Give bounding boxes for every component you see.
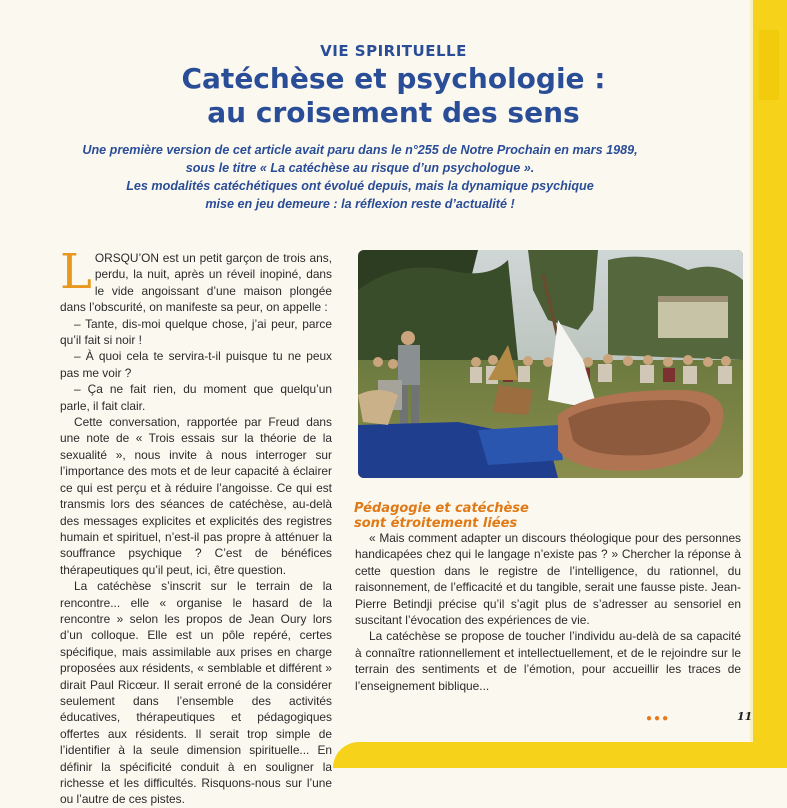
event-photo	[358, 250, 743, 478]
intro-line: sous le titre « La catéchèse au risque d’un psychologue ».	[185, 161, 535, 175]
paragraph: La catéchèse se propose de toucher l’individu au-delà de sa capacité à connaître rationnellement et intellectuellement, et de le rejoindre sur le terrain des sentiments et de l’émotion, pour accueillir les traces de l’enseignement biblique...	[355, 629, 741, 693]
intro-line: Les modalités catéchétiques ont évolué depuis, mais la dynamique psychique	[126, 179, 594, 193]
dialogue-line: – À quoi cela te servira-t-il puisque tu ne peux pas me voir ?	[60, 349, 332, 380]
paragraph: Cette conversation, rapportée par Freud dans une note de « Trois essais sur la théorie de la sexualité », nous invite à nous interroger sur l’importance des mots et de leur capacité à éclairer ce qui est perçu et à réduire l’angoisse. Ce qui est transmis lors des séances de catéchèse, au-delà des messages explicites et explicités des registres humain et spirituel, n’est-il pas propre à atténuer la souffrance psychique ? C’est de bénéfices thérapeutiques qu’il peut, ici, être question.	[60, 415, 332, 577]
title-line-2: au croisement des sens	[207, 96, 580, 129]
intro-standfirst	[40, 141, 680, 213]
sidebar-heading	[354, 501, 529, 531]
ornament-dots: ●●●	[646, 713, 671, 724]
page-number: 11	[737, 710, 753, 723]
paragraph-text: ORSQU’ON est un petit garçon de trois ans, perdu, la nuit, après un réveil inopiné, dans le vide angoissant d’une maison plongée dans l’obscurité, on manifeste sa peur, on appelle :	[60, 251, 332, 315]
paragraph: La catéchèse s’inscrit sur le terrain de la rencontre... elle « organise le hasard de la rencontre » selon les propos de Jean Oury lors d’un colloque. Elle est un pôle repéré, certes spécifique, mais assimilable aux prises en charge proposées aux résidents, « semblable et différent » dirait Paul Ricœur. Il serait erroné de la considérer seulement dans l’ensemble des activités éducatives, thérapeutiques et pédagogiques offertes aux résidents. Il serait trop simple de l’identifier à la seule dimension spirituelle... En définir la spécificité conduit à en souligner la richesse et les difficultés. Risquons-nous sur l’une ou l’autre de ces pistes.	[60, 579, 332, 807]
sidebar-column	[355, 530, 741, 694]
paragraph	[60, 244, 332, 316]
sidebar-heading-line: Pédagogie et catéchèse	[354, 501, 529, 516]
main-column	[60, 244, 332, 808]
photo-illustration	[358, 250, 743, 478]
title-line-1: Catéchèse et psychologie :	[181, 62, 606, 95]
paragraph: « Mais comment adapter un discours théologique pour des personnes handicapées chez qui le langage n’existe pas ? » Chercher la réponse à cette question dans le registre de l’intelligence, du rationnel, du raisonnement, de l’efficacité et du tangible, serait une fausse piste. Jean-Pierre Betindji précise qu’il s’agit plus de s’adresser au sensoriel en suscitant l’évocation des expériences de vie.	[355, 531, 741, 628]
dialogue-line: – Ça ne fait rien, du moment que quelqu’un parle, il fait clair.	[60, 382, 332, 413]
dropcap: L	[60, 244, 92, 300]
article-title	[0, 62, 787, 130]
section-kicker: VIE SPIRITUELLE	[320, 42, 467, 60]
intro-line: mise en jeu demeure : la réflexion reste d’actualité !	[205, 197, 515, 211]
dialogue-line: – Tante, dis-moi quelque chose, j’ai peur, parce qu’il fait si noir !	[60, 316, 332, 348]
sidebar-heading-line: sont étroitement liées	[354, 516, 518, 531]
yellow-bottom-band	[333, 742, 753, 768]
intro-line: Une première version de cet article avait paru dans le n°255 de Notre Prochain en mars 1989,	[82, 143, 638, 157]
